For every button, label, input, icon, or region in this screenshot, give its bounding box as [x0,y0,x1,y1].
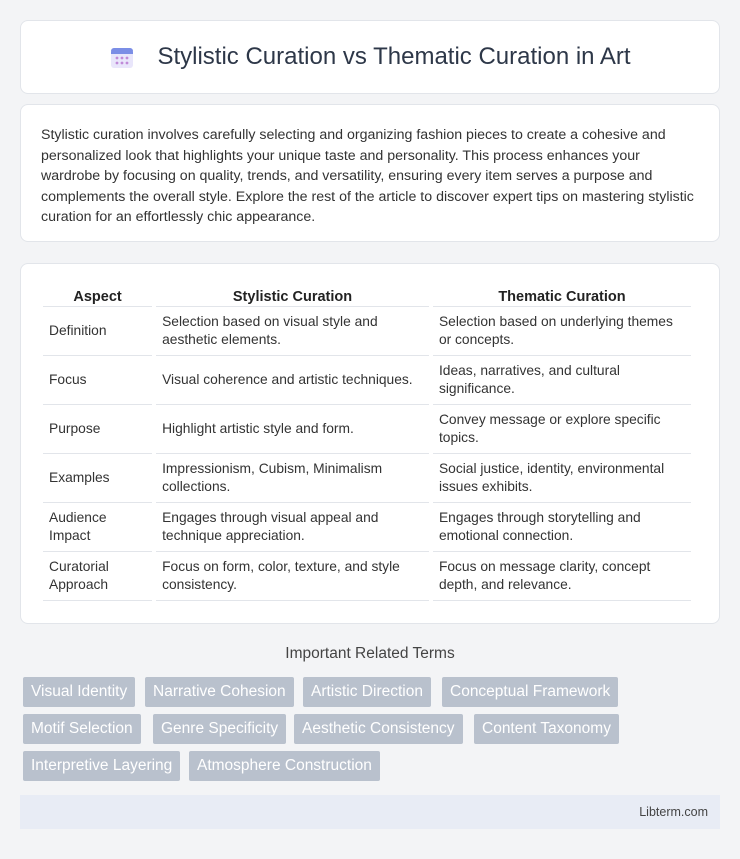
aspect-cell: Purpose [43,405,152,454]
column-header-thematic: Thematic Curation [433,284,691,307]
related-term-tag[interactable]: Motif Selection [23,714,141,744]
footer-site-link[interactable]: Libterm.com [639,805,708,819]
thematic-cell: Ideas, narratives, and cultural significance. [433,356,691,405]
thematic-cell: Selection based on underlying themes or concepts. [433,307,691,356]
stylistic-cell: Focus on form, color, texture, and style consistency. [156,552,429,601]
related-term-tag[interactable]: Content Taxonomy [474,714,619,744]
aspect-cell: Curatorial Approach [43,552,152,601]
related-term-tag[interactable]: Aesthetic Consistency [294,714,463,744]
table-header-row [43,284,691,307]
thematic-cell: Social justice, identity, environmental issues exhibits. [433,454,691,503]
related-term-tag[interactable]: Interpretive Layering [23,751,180,781]
related-term-tag[interactable]: Visual Identity [23,677,135,707]
page-title: Stylistic Curation vs Thematic Curation in Art [157,43,631,70]
related-term-tag[interactable]: Genre Specificity [153,714,286,744]
stylistic-cell: Impressionism, Cubism, Minimalism collections. [156,454,429,503]
aspect-cell: Examples [43,454,152,503]
stylistic-cell: Visual coherence and artistic techniques. [156,356,429,405]
calendar-icon [109,44,135,70]
comparison-table [39,284,695,601]
related-term-tag[interactable]: Atmosphere Construction [189,751,380,781]
related-term-tag[interactable]: Artistic Direction [303,677,431,707]
related-terms-title: Important Related Terms [285,645,455,662]
intro-paragraph: Stylistic curation involves carefully selecting and organizing fashion pieces to create a cohesive and personalized look that highlights your unique taste and personality. This process enhances your wardrobe by focusing on quality, trends, and versatility, ensuring every item serves a purpose and complements the overall style. Explore the rest of the article to discover expert tips on mastering stylistic curation for an effortlessly chic appearance. [41,127,694,225]
thematic-cell: Convey message or explore specific topics. [433,405,691,454]
comparison-card [20,263,720,624]
table-row [43,356,691,405]
title-card [20,20,720,94]
aspect-cell: Audience Impact [43,503,152,552]
related-term-tag[interactable]: Narrative Cohesion [145,677,294,707]
stylistic-cell: Highlight artistic style and form. [156,405,429,454]
table-row [43,552,691,601]
column-header-aspect: Aspect [43,284,152,307]
aspect-cell: Definition [43,307,152,356]
thematic-cell: Focus on message clarity, concept depth, and relevance. [433,552,691,601]
table-row [43,503,691,552]
related-term-tag[interactable]: Conceptual Framework [442,677,618,707]
stylistic-cell: Selection based on visual style and aesthetic elements. [156,307,429,356]
thematic-cell: Engages through storytelling and emotional connection. [433,503,691,552]
intro-card [20,104,720,242]
aspect-cell: Focus [43,356,152,405]
column-header-stylistic: Stylistic Curation [156,284,429,307]
stylistic-cell: Engages through visual appeal and technique appreciation. [156,503,429,552]
table-row [43,405,691,454]
footer [20,795,720,829]
table-row [43,454,691,503]
table-row [43,307,691,356]
